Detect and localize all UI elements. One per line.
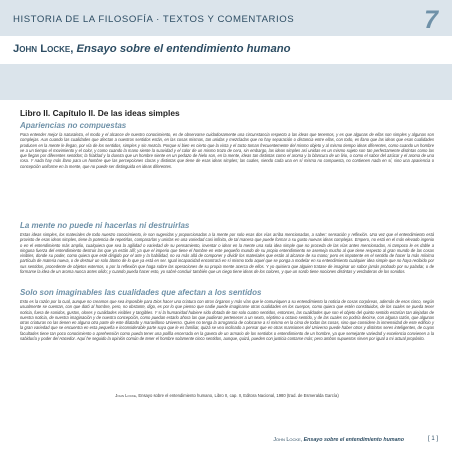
section-title-2: La mente no puede ni hacerlas ni destruirlas bbox=[20, 221, 190, 230]
section-title-3: Solo son imaginables las cualidades que afectan a los sentidos bbox=[20, 288, 262, 297]
section-body-3: Esto es la razón por la cual, aunque no creamos que sea imposible para Dios hacer una criatura con otros órganos y más vías que le comuniquen a su entendimiento la noticia de cosas corpóreas, además de esos cinco, según usualmente se cuentan, con que dotó al hombre, pero, no obstante, digo, es por lo que pienso que nadie puede imaginarse otras cualidades en los cuerpos, como quiera que estén constituidos, de los cuales se pueda tener noticia, fuera de sonidos, gustos, olores y cualidades visibles y tangibles. Y si la humanidad hubiere sido dotada de tan solo cuatro sentidos, entonces, las cualidades que son el objeto del quinto sentido estarían tan alejadas de nuestra noticia, de nuestra imaginación y de nuestra concepción, como puedan estarlo ahora las que pudieran pertenecer a un sexto, séptimo u octavo sentido, y de las cuales no podría decirse, con alguna razón, que algunas otras criaturas no las tienen en alguna otra parte de este dilatado y maravilloso Universo. Quien no tenga la arrogancia de colocarse a sí mismo en la cima de todas las cosas, sino que considere la inmensidad de este edificio y la gran variedad que se encuentra en esta pequeña e inconsiderable parte suya que le es familiar, quizá se vea inclinado a pensar que en otras mansiones del Universo puede haber otros y distintos seres inteligentes, de cuyas facultades tiene tan poco conocimiento o aprehensión como pueda tener una polilla encerrada en la gaveta de un armario de los sentidos o entendimiento de un hombre, ya que semejante variedad y excelencia convienen a la sabiduría y poder del Hacedor. Aquí he seguido la opinión común de tener el hombre solamente cinco sentidos, aunque, quizá, pueden con justicia contarse más; pero ambos supuestos sirven por igual a mi actual propósito. bbox=[20, 299, 434, 342]
section-title-1: Apariencias no compuestas bbox=[20, 121, 127, 130]
document-title bbox=[13, 43, 291, 55]
document-author: John Locke, bbox=[13, 43, 74, 55]
title-band bbox=[0, 64, 452, 100]
caption-reference: Ensayo sobre el entendimiento humano, Libro II, cap. II, Editora Nacional, 1980 (trad. de Esmeralda García) bbox=[138, 393, 339, 398]
header-section-title: HISTORIA DE LA FILOSOFÍA · TEXTOS Y COMENTARIOS bbox=[13, 14, 295, 25]
caption-author: John Locke, bbox=[115, 393, 138, 398]
footer-work: Ensayo sobre el entendimiento humano bbox=[303, 437, 404, 443]
chapter-heading: Libro II. Capítulo II. De las ideas simples bbox=[20, 108, 180, 118]
section-body-2: Estas ideas simples, los materiales de todo nuestro conocimiento, le son sugeridas y proporcionadas a la mente por solo esas dos vías arriba mencionadas, a saber: sensación y reflexión. Una vez que el entendimiento está provisto de esas ideas simples, tiene la potencia de repetirlas, compararlas y unirlas en una variedad casi infinita, de tal manera que puede formar a su gusto nuevas ideas complejas. Empero, no está en el más elevado ingenio o en el entendimiento más amplio, cualquiera que sea la agilidad o variedad de su pensamiento, inventar o idear en la mente una sola idea simple que no proceda de las vías antes mencionadas, ni tampoco le es dable a ninguna fuerza del entendimiento destruir las que ya están allí; ya que el imperio que tiene el hombre en este pequeño mundo de su propio entendimiento se asemeja mucho al que tiene respecto al gran mundo de las cosas visibles, donde su poder, como quiera que esté dirigido por el arte y la habilidad, no va más allá de componer y dividir los materiales que están al alcance de su mano; pero es impotente en el sentido de hacer la más mínima partícula de materia nueva, o de destruir un solo átomo de lo que ya está en ser. Igual incapacidad encontrará en sí mismo todo aquel que se ponga a modelar en su entendimiento cualquier idea simple que no haya recibido por sus sentidos, procedente de objetos externos, o por la reflexión que haga sobre las operaciones de su propia mente acerca de ellos. Y yo quisiera que alguien tratase de imaginar un sabor jamás probado por su paladar, o de formarse la idea de un aroma nunca antes olido; y cuando pueda hacer esto, yo sabré concluir también que un ciego tiene ideas de los colores, y que un sordo tiene nociones distintas y verdaderas de los sonidos. bbox=[20, 232, 434, 275]
document-work: Ensayo sobre el entendimiento humano bbox=[76, 43, 291, 55]
footer-author: John Locke, bbox=[273, 437, 303, 443]
header-number: 7 bbox=[424, 6, 438, 34]
footer-title bbox=[273, 437, 404, 443]
section-body-1: Para entender mejor la naturaleza, el modo y el alcance de nuestro conocimiento, es de observarse cuidadosamente una circunstancia respecto a las ideas que tenemos, y es que algunas de ellas son simples y algunas son complejas. Aun cuando las cualidades que afectan a nuestros sentidos están, en las cosas mismas, tan unidas y mezcladas que no hay separación o distancia entre ellas, con todo, es llano que las ideas que esas cualidades producen en la mente le llegan, por vía de los sentidos, simples y sin mezcla. Porque si bien es cierto que la vista y el tacto toman frecuentemente del mismo objeto y al mismo tiempo ideas diferentes, como cuando un hombre ve a un tiempo el movimiento y el color, y como cuando la mano siente la suavidad y el calor de un mismo trozo de cera, sin embargo, las ideas simples así unidas en un mismo sujeto son tan perfectamente distintas como las que llegan por diferentes sentidos; la frialdad y la dureza que un hombre siente en un pedazo de hielo son, en la mente, ideas tan distintas como el aroma y la blancura de un lirio, o como el sabor del azúcar y el aroma de una rosa. Y nada hay más llano para un hombre que las percepciones claras y distintas que tiene de esas ideas simples; las cuales, siendo cada una en sí misma no compuesta, no contienen nada en sí, sino una apariencia o concepción uniforme en la mente, que no puede ser distinguida en ideas diferentes. bbox=[20, 132, 434, 169]
page-number: [ 1 ] bbox=[427, 436, 438, 442]
source-caption bbox=[20, 393, 434, 398]
